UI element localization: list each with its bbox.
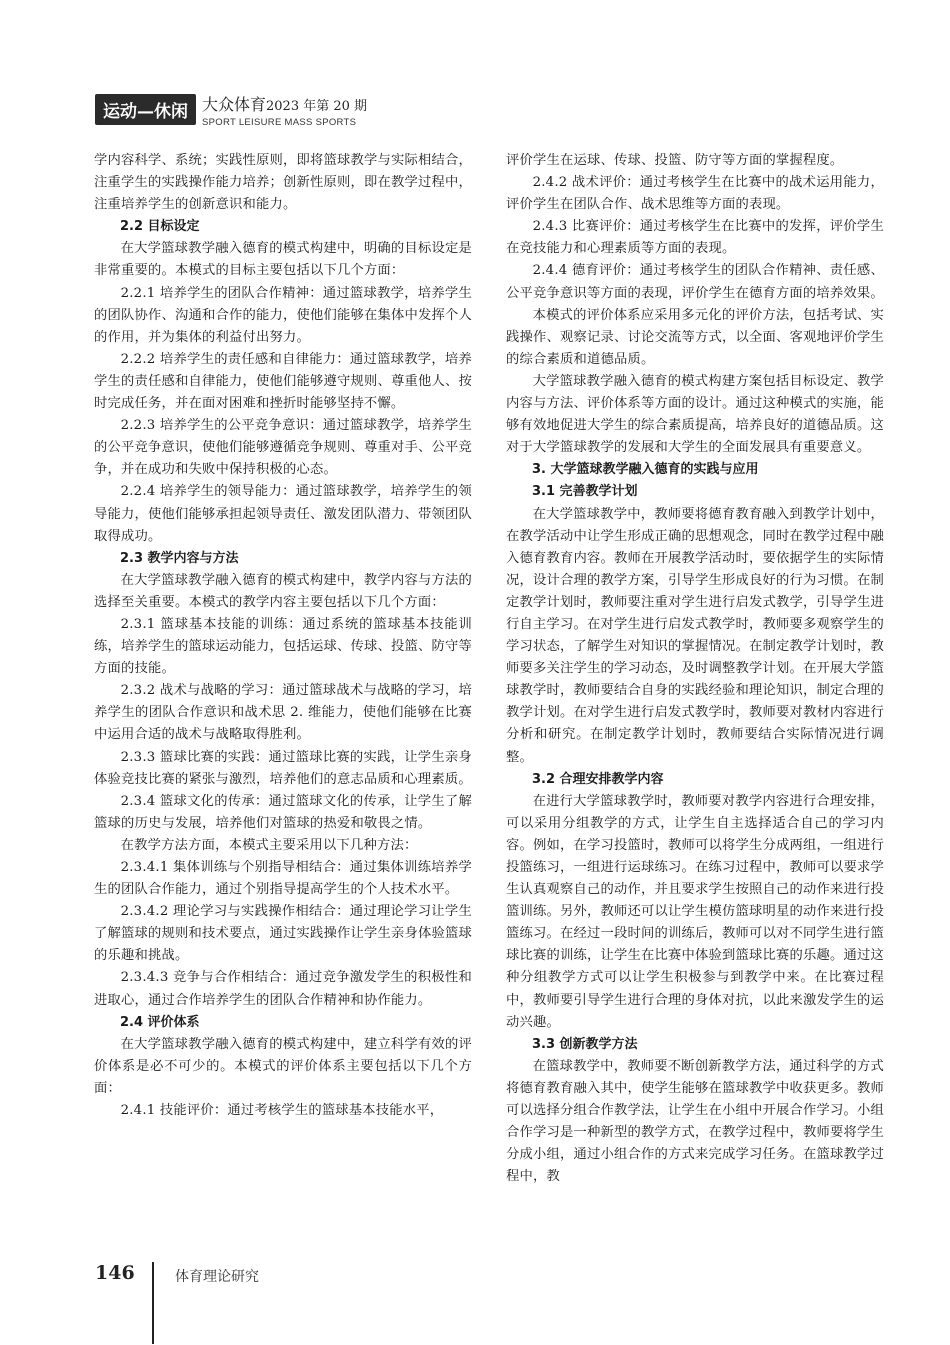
paragraph: 在大学篮球教学中，教师要将德育教育融入到教学计划中，在教学活动中让学生形成正确的思想观念，同时在教学过程中融入德育教育内容。教师在开展教学活动时，要依据学生的实际情况，设计合理的教学方案，引导学生形成良好的行为习惯。在制定教学计划时，教师要注重对学生进行启发式教学，引导学生进行自主学习。在对学生进行启发式教学时，教师要多观察学生的学习状态，了解学生对知识的掌握情况。在制定教学计划时，教师要多关注学生的学习动态，及时调整教学计划。在开展大学篮球教学时，教师要结合自身的实践经验和理论知识，制定合理的教学计划。在对学生进行启发式教学时，教师要对教材内容进行分析和研究。在制定教学计划时，教师要结合实际情况进行调整。 [506, 506, 884, 765]
paragraph: 2.4.1 技能评价：通过考核学生的篮球基本技能水平， [120, 1103, 444, 1119]
paragraph: 大学篮球教学融入德育的模式构建方案包括目标设定、教学内容与方法、评价体系等方面的设计。通过这种模式的实施，能够有效地促进大学生的综合素质提高，培养良好的道德品质。这对于大学篮球教学的发展和大学生的全面发展具有重要意义。 [506, 373, 884, 456]
section-heading: 3.3 创新教学方法 [532, 1036, 638, 1052]
paragraph: 2.2.2 培养学生的责任感和自律能力：通过篮球教学，培养学生的责任感和自律能力，使他们能够遵守规则、尊重他人、按时完成任务，并在面对困难和挫折时能够坚持不懈。 [94, 351, 472, 412]
paragraph: 2.2.4 培养学生的领导能力：通过篮球教学，培养学生的领导能力，使他们能够承担起领导责任、激发团队潜力、带领团队取得成功。 [94, 484, 472, 544]
issue-label: 2023 年第 20 期 [266, 99, 368, 114]
paragraph: 在教学方法方面，本模式主要采用以下几种方法： [120, 837, 418, 853]
paragraph: 2.2.1 培养学生的团队合作精神：通过篮球教学，培养学生的团队协作、沟通和合作的能力，使他们能够在集体中发挥个人的作用，并为集体的利益付出努力。 [94, 285, 472, 345]
paragraph: 2.4.2 战术评价：通过考核学生在比赛中的战术运用能力，评价学生在团队合作、战术思维等方面的表现。 [506, 175, 884, 213]
paragraph: 评价学生在运球、传球、投篮、防守等方面的掌握程度。 [506, 153, 844, 168]
paragraph: 2.3.4 篮球文化的传承：通过篮球文化的传承，让学生了解篮球的历史与发展，培养他们对篮球的热爱和敬畏之情。 [94, 793, 472, 831]
paragraph: 2.3.1 篮球基本技能的训练：通过系统的篮球基本技能训练，培养学生的篮球运动能力，包括运球、传球、投篮、防守等方面的技能。 [94, 616, 472, 677]
section-heading: 3.1 完善教学计划 [532, 484, 638, 500]
page-number: 146 [95, 1262, 135, 1284]
paragraph: 2.3.2 战术与战略的学习：通过篮球战术与战略的学习，培养学生的团队合作意识和战术思 2. 维能力，使他们能够在比赛中运用合适的战术与战略取得胜利。 [94, 683, 472, 743]
magazine-name: 大众体育 [202, 95, 267, 114]
section-heading: 2.4 评价体系 [120, 1014, 200, 1030]
paragraph: 2.3.4.3 竞争与合作相结合：通过竞争激发学生的积极性和进取心，通过合作培养学生的团队合作精神和协作能力。 [94, 970, 472, 1008]
paragraph: 在篮球教学中，教师要不断创新教学方法，通过科学的方式将德育教育融入其中，使学生能够在篮球教学中收获更多。教师可以选择分组合作教学法，让学生在小组中开展合作学习。小组合作学习是一种新型的教学方式，在教学过程中，教师要将学生分成小组，通过小组合作的方式来完成学习任务。在篮球教学过程中，教 [506, 1058, 884, 1185]
section-heading: 3.2 合理安排教学内容 [532, 771, 664, 787]
paragraph: 2.2.3 培养学生的公平竞争意识：通过篮球教学，培养学生的公平竞争意识，使他们能够遵循竞争规则、尊重对手、公平竞争，并在成功和失败中保持积极的心态。 [94, 418, 472, 478]
paragraph: 2.3.4.1 集体训练与个别指导相结合：通过集体训练培养学生的团队合作能力，通过个别指导提高学生的个人技术水平。 [94, 860, 472, 898]
section-heading: 3. 大学篮球教学融入德育的实践与应用 [532, 462, 759, 478]
paragraph: 学内容科学、系统；实践性原则，即将篮球教学与实际相结合，注重学生的实践操作能力培养；创新性原则，即在教学过程中，注重培养学生的创新意识和能力。 [94, 153, 472, 213]
section-heading: 2.3 教学内容与方法 [120, 550, 239, 566]
magazine-masthead [202, 92, 367, 128]
paragraph: 在大学篮球教学融入德育的模式构建中，建立科学有效的评价体系是必不可少的。本模式的评价体系主要包括以下几个方面： [94, 1036, 472, 1096]
section-name: 体育理论研究 [175, 1269, 259, 1285]
paragraph: 2.4.4 德育评价：通过考核学生的团队合作精神、责任感、公平竞争意识等方面的表现，评价学生在德育方面的培养效果。 [506, 263, 884, 301]
paragraph: 在进行大学篮球教学时，教师要对教学内容进行合理安排，可以采用分组教学的方式，让学生自主选择适合自己的学习内容。例如，在学习投篮时，教师可以将学生分成两组，一组进行投篮练习，一组进行运球练习。在练习过程中，教师可以要求学生认真观察自己的动作，并且要求学生按照自己的动作来进行投篮训练。另外，教师还可以让学生模仿篮球明星的动作来进行投篮练习。在经过一段时间的训练后，教师可以对不同学生进行篮球比赛的训练，让学生在比赛中体验到篮球比赛的乐趣。通过这种分组教学方式可以让学生积极参与到教学中来。在比赛过程中，教师要引导学生进行合理的身体对抗，以此来激发学生的运动兴趣。 [506, 793, 884, 1030]
footer-divider [152, 1262, 154, 1344]
column-badge: 运动—休闲 [95, 94, 196, 125]
paragraph: 2.3.4.2 理论学习与实践操作相结合：通过理论学习让学生了解篮球的规则和技术要点，通过实践操作让学生亲身体验篮球的乐趣和挑战。 [94, 904, 472, 964]
paragraph: 在大学篮球教学融入德育的模式构建中，教学内容与方法的选择至关重要。本模式的教学内容主要包括以下几个方面： [94, 572, 472, 610]
paragraph: 2.4.3 比赛评价：通过考核学生在比赛中的发挥，评价学生在竞技能力和心理素质等方面的表现。 [506, 219, 884, 257]
left-column [94, 150, 472, 1122]
section-heading: 2.2 目标设定 [120, 219, 200, 235]
paragraph: 本模式的评价体系应采用多元化的评价方法，包括考试、实践操作、观察记录、讨论交流等方式，以全面、客观地评价学生的综合素质和道德品质。 [506, 307, 884, 367]
paragraph: 2.3.3 篮球比赛的实践：通过篮球比赛的实践，让学生亲身体验竞技比赛的紧张与激烈，培养他们的意志品质和心理素质。 [94, 749, 472, 787]
right-column [506, 150, 884, 1188]
paragraph: 在大学篮球教学融入德育的模式构建中，明确的目标设定是非常重要的。本模式的目标主要包括以下几个方面： [94, 241, 472, 279]
magazine-subtitle: SPORT LEISURE MASS SPORTS [202, 117, 357, 128]
magazine-title [202, 92, 367, 115]
